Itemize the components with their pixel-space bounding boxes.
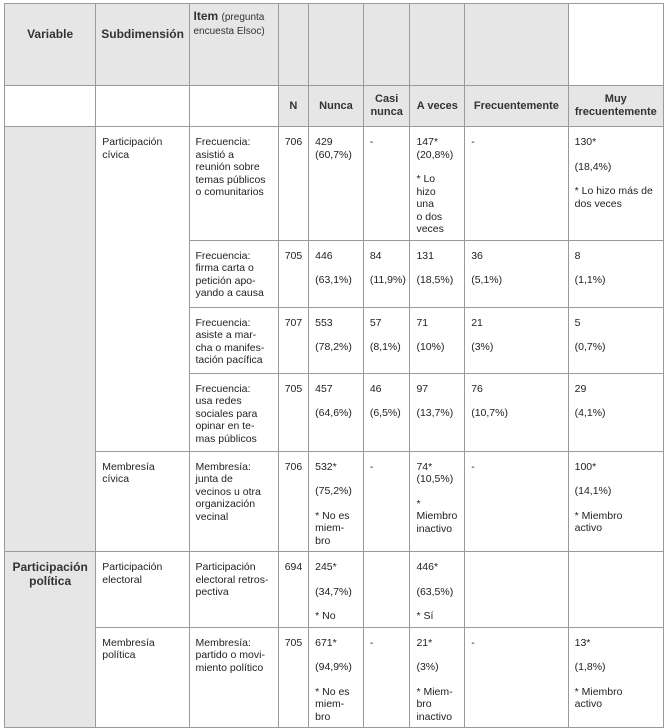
cell-line: una [416, 198, 434, 210]
cell-line: electoral retros- [195, 573, 269, 586]
header-casi-nunca [363, 86, 410, 127]
cell-line: bro [315, 710, 331, 723]
cell-line [575, 649, 657, 661]
cell-line: * Lo hizo más de [574, 185, 653, 197]
cell-line: cha o manifes- [195, 341, 265, 354]
subdim-membresia-politica-line2: política [102, 649, 136, 661]
cell-line: (3%) [416, 661, 439, 673]
cell-line: usa redes [195, 395, 242, 407]
n-cell: 705 [278, 373, 308, 451]
cell-line: reunión sobre [195, 161, 260, 173]
frec-cell [465, 127, 568, 241]
cell-line: (34,7%) [315, 585, 352, 598]
cell-line [575, 149, 657, 161]
variable-cell-politica [5, 552, 96, 728]
cell-line: organización [195, 498, 256, 510]
cell-line: (18,4%) [574, 160, 612, 173]
cell-line: - [471, 136, 475, 148]
cell-line [416, 161, 458, 173]
subdim-membresia-civica [96, 451, 189, 552]
cell-line: (10,5%) [416, 473, 454, 485]
table-row [5, 127, 664, 241]
header-item-title: Item [193, 9, 219, 23]
data-table-wrapper [4, 3, 664, 728]
header-muy-frecuentemente [568, 86, 663, 127]
nunca-cell [309, 307, 364, 373]
survey-table [4, 3, 664, 728]
cell-line [575, 473, 657, 485]
subdim-electoral-line1: Participación [102, 561, 163, 573]
header-frecuentemente: Frecuentemente [465, 86, 568, 127]
cell-line: 446 [315, 249, 333, 262]
cell-line: petición apo- [195, 274, 256, 287]
item-cell [189, 627, 278, 728]
cell-line: - [369, 636, 374, 649]
cell-line: activo [574, 698, 603, 710]
cell-line: miem- [315, 698, 345, 710]
cell-line: o comunitarios [195, 186, 264, 198]
variable-politica-label [5, 552, 95, 588]
muy-cell [568, 627, 663, 728]
cell-line: - [471, 460, 475, 473]
n-cell: 706 [278, 127, 308, 241]
cell-line: (14,1%) [574, 485, 612, 497]
cell-line: junta de [195, 473, 233, 485]
cell-line: 21* [416, 636, 433, 649]
cell-line [471, 262, 561, 274]
variable-cell-civic [5, 127, 96, 552]
subdim-membresia-civica-line2: cívica [102, 473, 130, 485]
nunca-cell [309, 552, 364, 628]
header-blank-muy [568, 4, 663, 86]
cell-line: (63,1%) [315, 274, 352, 286]
cell-line [575, 329, 657, 341]
cell-line [416, 329, 458, 341]
header-n: N [278, 86, 308, 127]
cell-line: pectiva [195, 586, 229, 598]
n-cell: 707 [278, 307, 308, 373]
cell-line [575, 262, 657, 274]
cell-line [416, 395, 458, 407]
muy-cell [568, 451, 663, 552]
cell-line: 21 [471, 316, 483, 329]
cell-line: yando a causa [195, 287, 264, 299]
cell-line: 245* [315, 561, 337, 573]
cell-line [370, 329, 404, 341]
subdim-membresia-politica-line1: Membresía [102, 636, 155, 649]
casi-cell [363, 307, 410, 373]
cell-line [370, 262, 404, 274]
nunca-cell [309, 240, 364, 307]
cell-line [416, 262, 458, 274]
item-cell [189, 307, 278, 373]
cell-line: 13* [574, 636, 591, 649]
frec-cell [465, 307, 568, 373]
cell-line: 57 [369, 316, 382, 329]
cell-line: (60,7%) [315, 148, 352, 161]
cell-line: * No es [315, 509, 350, 522]
table-row [5, 552, 664, 628]
item-cell [189, 451, 278, 552]
cell-line: - [369, 460, 374, 473]
cell-line: (6,5%) [369, 407, 401, 419]
cell-line: 29 [574, 382, 587, 395]
casi-cell [363, 127, 410, 241]
header-blank-frec [465, 4, 568, 86]
header2-blank-item [189, 86, 278, 127]
cell-line: mas públicos [195, 432, 257, 445]
cell-line [315, 649, 357, 661]
cell-line: inactivo [416, 710, 453, 723]
cell-line: * Miem- [416, 685, 453, 698]
cell-line: - [369, 136, 374, 148]
nunca-cell [309, 451, 364, 552]
cell-line [315, 574, 357, 586]
cell-line: (20,8%) [416, 148, 454, 161]
cell-line: Frecuencia: [195, 316, 251, 329]
cell-line: activo [574, 522, 603, 534]
cell-line [575, 674, 657, 686]
header-casi-line2: nunca [370, 106, 403, 118]
cell-line: (3%) [471, 341, 494, 353]
cell-line: (94,9%) [315, 661, 352, 673]
cell-line: (10%) [416, 341, 445, 353]
cell-line: * No [315, 610, 336, 622]
casi-cell [363, 451, 410, 552]
cell-line: 36 [471, 249, 483, 262]
casi-cell [363, 240, 410, 307]
subdim-civic-line1: Participación [102, 136, 163, 148]
casi-cell [363, 552, 410, 628]
cell-line [416, 649, 458, 661]
variable-politica-line2: política [29, 574, 72, 588]
cell-line: (64,6%) [315, 407, 352, 419]
cell-line: 100* [574, 460, 597, 473]
frec-cell [465, 240, 568, 307]
frec-cell [465, 627, 568, 728]
cell-line: * Miembro [416, 497, 458, 522]
cell-line: * Miembro [574, 685, 623, 698]
aveces-cell [410, 451, 465, 552]
cell-line: Membresía: [195, 636, 251, 649]
frec-cell [465, 552, 568, 628]
cell-line: 131 [416, 249, 434, 262]
cell-line: 5 [574, 316, 581, 329]
header2-blank-variable [5, 86, 96, 127]
aveces-cell [410, 627, 465, 728]
frec-cell [465, 451, 568, 552]
cell-line: Participación [195, 561, 256, 573]
cell-line: tación pacífica [195, 354, 263, 366]
header-row-1 [5, 4, 664, 86]
muy-cell [568, 552, 663, 628]
header2-blank-subdim [96, 86, 189, 127]
cell-line [416, 598, 458, 610]
cell-line: (4,1%) [574, 407, 606, 419]
cell-line [315, 329, 357, 341]
n-cell: 694 [278, 552, 308, 628]
nunca-cell [309, 627, 364, 728]
cell-line: (78,2%) [315, 341, 352, 353]
muy-cell [568, 127, 663, 241]
cell-line: (75,2%) [315, 485, 352, 497]
cell-line [416, 674, 458, 686]
frec-cell [465, 373, 568, 451]
subdim-civic-line2: cívica [102, 148, 130, 161]
subdim-civic [96, 127, 189, 452]
table-row [5, 451, 664, 552]
item-cell [189, 240, 278, 307]
cell-line: miem- [315, 522, 345, 534]
cell-line: * Sí [416, 610, 434, 622]
muy-cell [568, 373, 663, 451]
header-casi-line1: Casi [375, 93, 399, 105]
cell-line [575, 498, 657, 510]
cell-line [315, 598, 357, 610]
cell-line: 71 [416, 316, 429, 329]
cell-line [315, 473, 357, 485]
subdim-electoral-line2: electoral [102, 573, 142, 586]
variable-politica-line1: Participación [12, 560, 88, 574]
cell-line: 671* [315, 636, 337, 649]
cell-line: hizo [416, 185, 436, 198]
cell-line: * Lo [416, 173, 436, 185]
cell-line: Frecuencia: [195, 382, 251, 395]
cell-line: temas públicos [195, 173, 266, 186]
cell-line: 429 [315, 136, 333, 148]
aveces-cell [410, 307, 465, 373]
cell-line: (1,1%) [574, 274, 606, 286]
cell-line [315, 498, 357, 510]
muy-cell [568, 307, 663, 373]
cell-line [315, 395, 357, 407]
cell-line: vecinos u otra [195, 485, 261, 498]
cell-line [575, 173, 657, 185]
cell-line: 446* [416, 561, 439, 573]
cell-line: bro [416, 698, 432, 710]
nunca-cell [309, 373, 364, 451]
cell-line: 84 [369, 249, 382, 262]
cell-line [471, 329, 561, 341]
cell-line [370, 395, 404, 407]
cell-line: o dos [416, 210, 443, 223]
item-cell [189, 552, 278, 628]
cell-line: 130* [574, 136, 597, 148]
header-nunca: Nunca [309, 86, 364, 127]
cell-line: 147* [416, 136, 439, 148]
cell-line: Frecuencia: [195, 136, 251, 148]
subdim-membresia-civica-line1: Membresía [102, 460, 155, 473]
cell-line: miento político [195, 661, 264, 674]
cell-line [315, 674, 357, 686]
cell-line: (1,8%) [574, 661, 606, 673]
item-cell [189, 373, 278, 451]
header-blank-casi [363, 4, 410, 86]
header-subdimension: Subdimensión [96, 4, 189, 86]
cell-line: Membresía: [195, 460, 251, 473]
cell-line: * Miembro [574, 509, 623, 522]
header-item [189, 4, 278, 86]
header-blank-n [278, 4, 308, 86]
aveces-cell [410, 127, 465, 241]
cell-line: (63,5%) [416, 585, 454, 598]
cell-line: (10,7%) [471, 407, 508, 419]
cell-line: partido o movi- [195, 649, 265, 661]
cell-line: dos veces [574, 197, 622, 210]
cell-line: 74* [416, 460, 433, 473]
cell-line: 97 [416, 382, 429, 395]
n-cell: 706 [278, 451, 308, 552]
header-muy-line1: Muy [604, 93, 627, 105]
cell-line: opinar en te- [195, 420, 255, 432]
header-row-2 [5, 86, 664, 127]
cell-line: - [471, 636, 475, 649]
cell-line: 76 [471, 382, 483, 395]
subdim-electoral [96, 552, 189, 628]
table-row [5, 627, 664, 728]
cell-line: 532* [315, 460, 337, 473]
cell-line [315, 262, 357, 274]
aveces-cell [410, 373, 465, 451]
header-a-veces: A veces [410, 86, 465, 127]
header-blank-aveces [410, 4, 465, 86]
cell-line: * No es [315, 685, 350, 698]
cell-line: asistió a [195, 148, 235, 161]
cell-line: inactivo [416, 522, 453, 535]
cell-line [416, 486, 458, 498]
cell-line: 457 [315, 382, 333, 395]
header-item-note: (pregunta encuesta Elsoc) [193, 12, 265, 37]
cell-line: 46 [369, 382, 382, 395]
header-muy-line2: frecuentemente [574, 106, 657, 118]
aveces-cell [410, 240, 465, 307]
cell-line: sociales para [195, 407, 258, 420]
cell-line [575, 395, 657, 407]
cell-line: (8,1%) [369, 341, 401, 353]
n-cell: 705 [278, 627, 308, 728]
cell-line [471, 395, 561, 407]
cell-line: (5,1%) [471, 274, 503, 286]
item-cell [189, 127, 278, 241]
cell-line: (18,5%) [416, 274, 454, 286]
casi-cell [363, 627, 410, 728]
cell-line: vecinal [195, 510, 229, 523]
n-cell: 705 [278, 240, 308, 307]
casi-cell [363, 373, 410, 451]
cell-line: (11,9%) [369, 274, 406, 286]
cell-line: asiste a mar- [195, 329, 257, 341]
cell-line: (0,7%) [574, 341, 606, 353]
cell-line: veces [416, 223, 444, 235]
subdim-membresia-politica [96, 627, 189, 728]
header-variable: Variable [5, 4, 96, 86]
cell-line: 8 [574, 249, 581, 262]
cell-line: (13,7%) [416, 407, 454, 419]
header-blank-nunca [309, 4, 364, 86]
cell-line: firma carta o [195, 262, 254, 274]
cell-line [416, 574, 458, 586]
nunca-cell [309, 127, 364, 241]
aveces-cell [410, 552, 465, 628]
cell-line: bro [315, 534, 331, 547]
muy-cell [568, 240, 663, 307]
cell-line: Frecuencia: [195, 249, 251, 262]
cell-line: 553 [315, 316, 333, 329]
